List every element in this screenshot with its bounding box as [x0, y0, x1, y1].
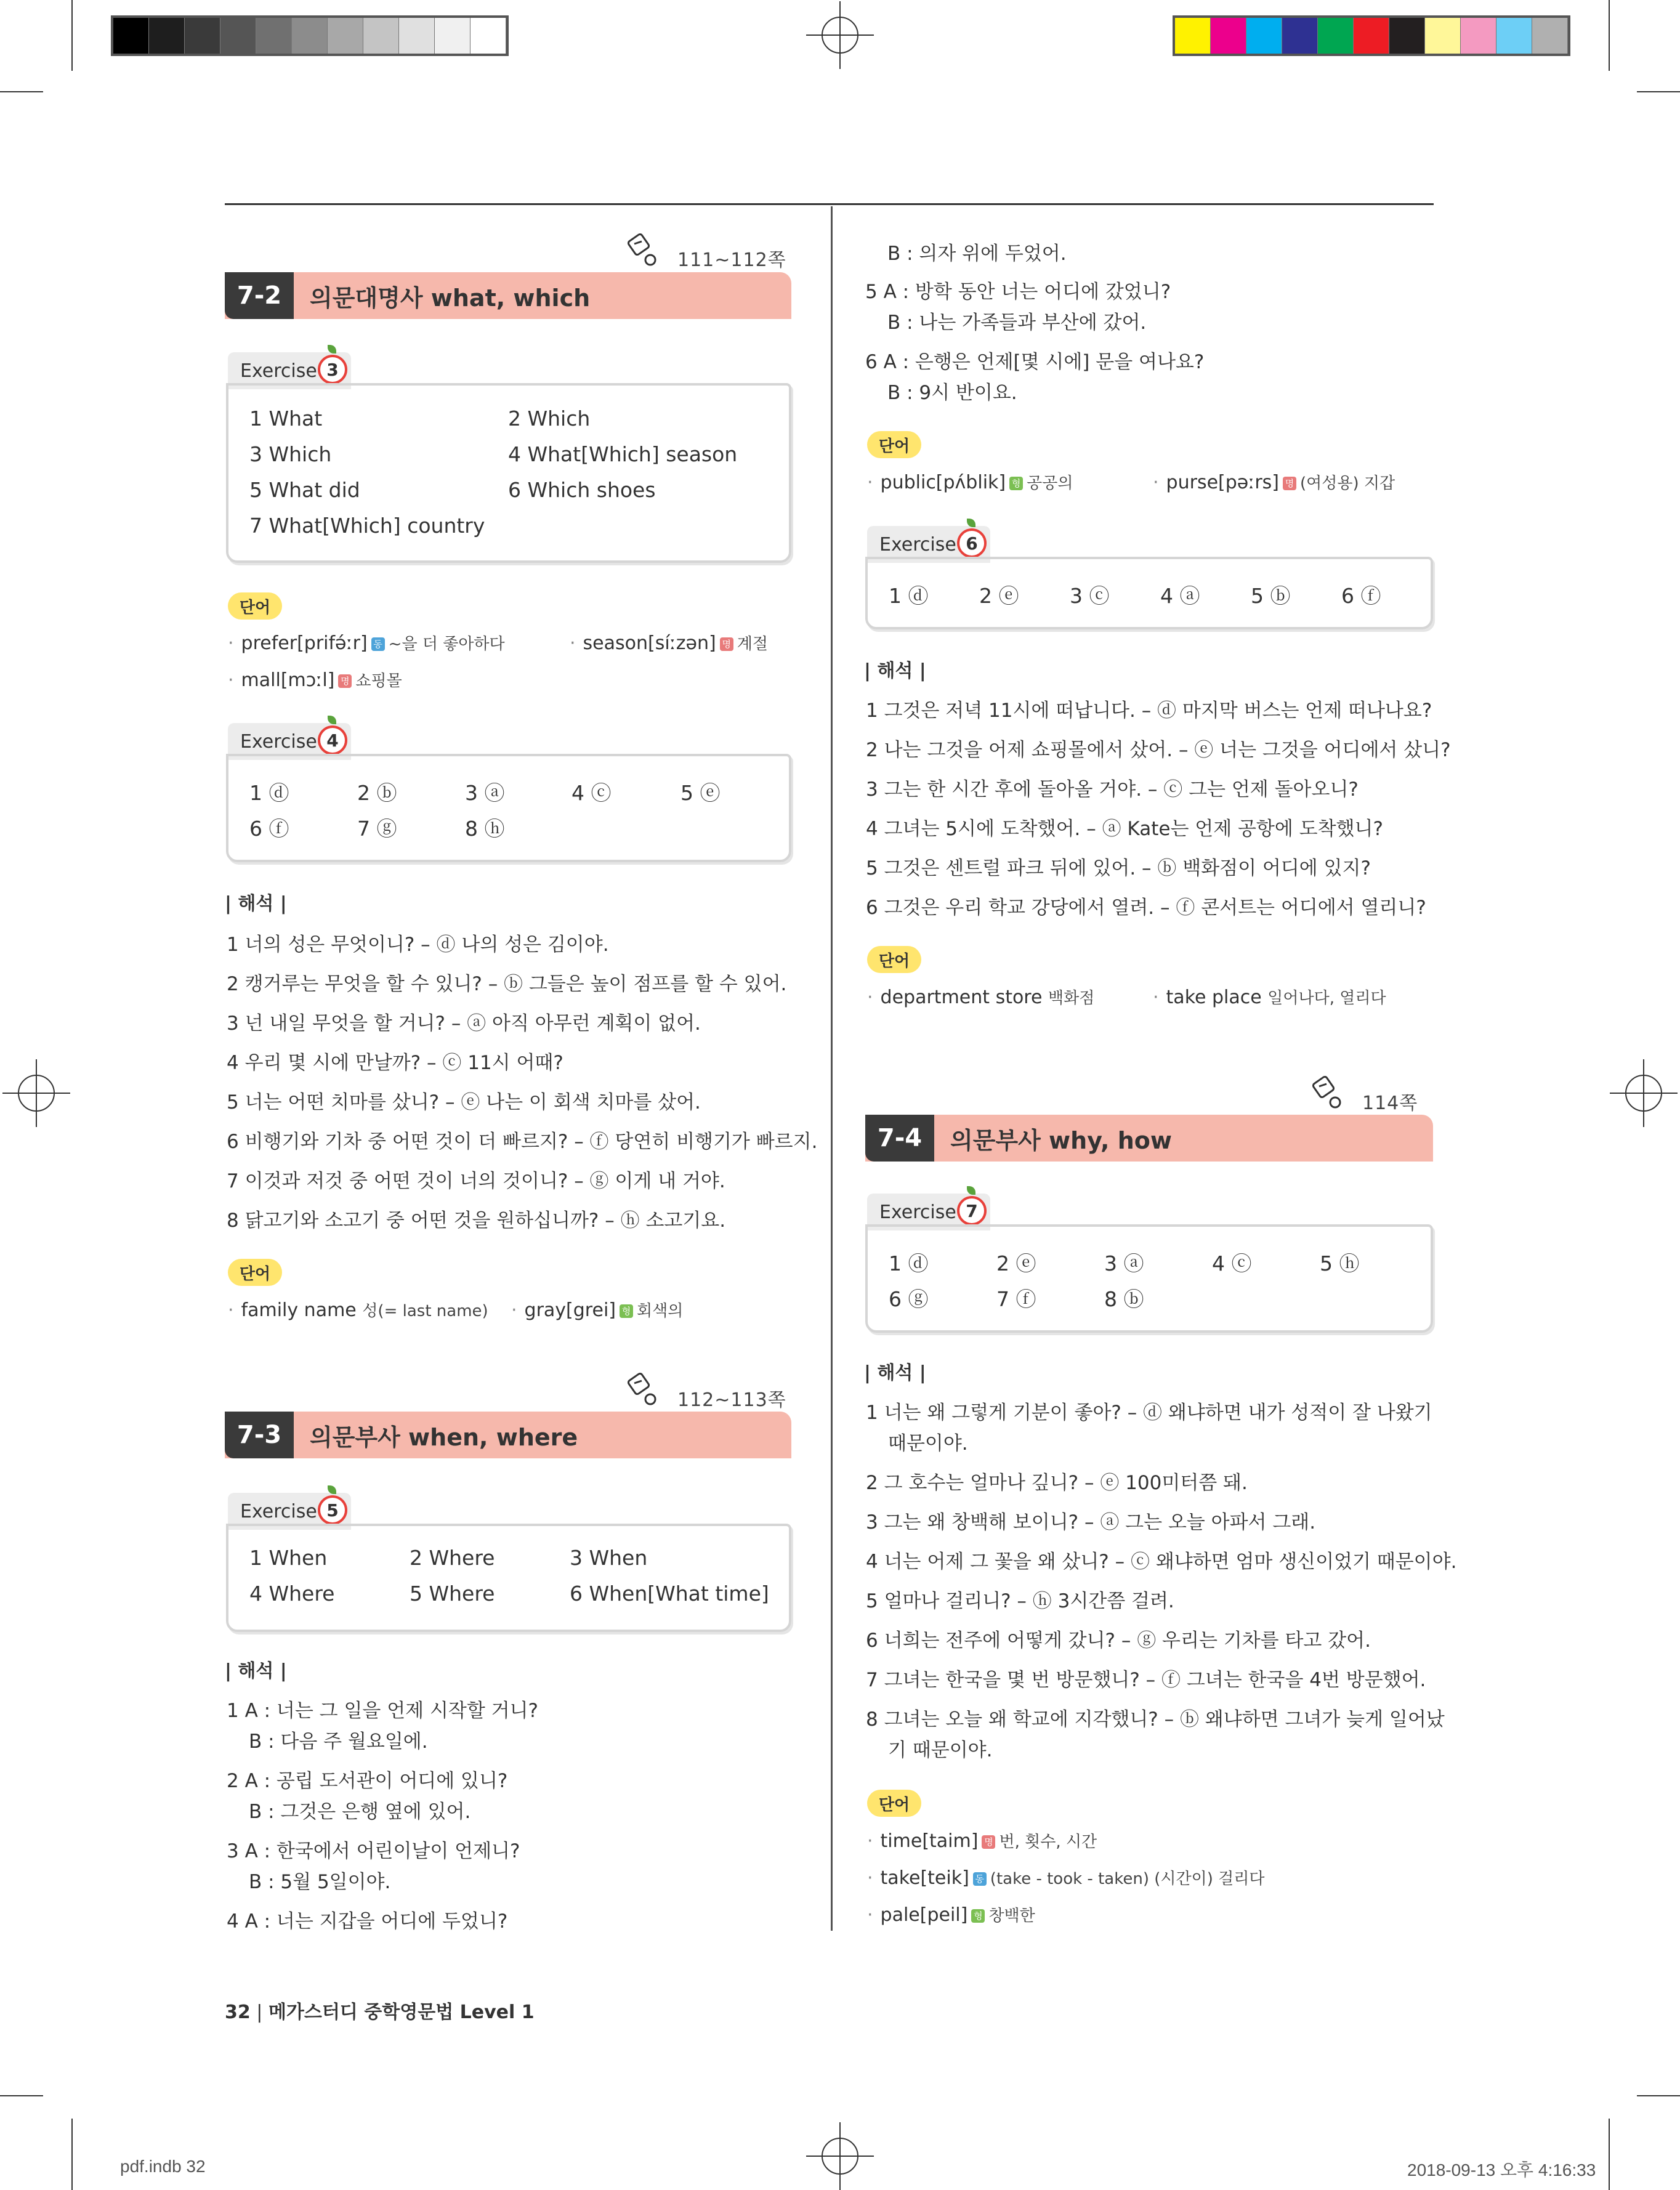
crop-mark	[1637, 2095, 1680, 2096]
answer-item: 5 What did	[249, 478, 360, 502]
exercise-label: Exercise	[228, 1493, 351, 1530]
footer-separator: |	[256, 2002, 263, 2023]
translation-line: 때문이야.	[888, 1432, 968, 1455]
answer-item: 1 ⓓ	[249, 781, 289, 805]
translation-line: 6 A : 은행은 언제[몇 시에] 문을 여나요?	[865, 351, 1205, 373]
answer-item: 7 ⓕ	[996, 1287, 1036, 1311]
top-rule	[225, 203, 1434, 205]
translation-line: 3 그는 한 시간 후에 돌아올 거야. – ⓒ 그는 언제 돌아오니?	[866, 778, 1359, 801]
vocab-tag: 단어	[867, 1790, 921, 1817]
answer-box	[865, 1224, 1433, 1333]
translation-line: B : 9시 반이요.	[887, 382, 1017, 404]
translation-line: B : 의자 위에 두었어.	[887, 243, 1067, 265]
translation-line: 5 얼마나 걸리니? – ⓗ 3시간쯤 걸려.	[866, 1590, 1174, 1612]
answer-item: 5 ⓔ	[680, 781, 721, 805]
answer-item: 4 Where	[249, 1582, 335, 1606]
translation-line: 4 A : 너는 지갑을 어디에 두었니?	[227, 1910, 508, 1933]
translation-line: 1 그것은 저녁 11시에 떠납니다. – ⓓ 마지막 버스는 언제 떠나나요?	[866, 700, 1432, 722]
registration-mark	[806, 1, 874, 69]
vocab-entry: · season[síːzən] 명 계절	[570, 632, 768, 654]
vocab-tag: 단어	[228, 1259, 282, 1286]
translation-heading: | 해석 |	[225, 893, 287, 915]
vocab-tag: 단어	[228, 592, 282, 620]
section-title: 의문부사 when, where	[310, 1423, 578, 1451]
answer-item: 3 ⓒ	[1070, 584, 1110, 608]
answer-item: 5 Where	[410, 1582, 495, 1606]
vocab-entry: · prefer[prifə́ːr] 동 ~을 더 좋아하다	[228, 632, 505, 654]
exercise-label: Exercise	[228, 352, 351, 389]
color-swatches	[1173, 15, 1570, 56]
exercise-number: 6	[957, 528, 987, 558]
page-reference: 111~112쪽	[677, 249, 786, 271]
vocab-tag: 단어	[867, 431, 921, 458]
answer-item: 4 What[Which] season	[508, 442, 738, 466]
vocab-entry: · purse[pəːrs] 명 (여성용) 지갑	[1153, 472, 1395, 493]
translation-line: 5 그것은 센트럴 파크 뒤에 있어. – ⓑ 백화점이 어디에 있지?	[866, 857, 1371, 879]
book-title: 메가스터디 중학영문법 Level 1	[268, 2002, 535, 2023]
answer-item: 1 When	[249, 1546, 328, 1570]
exercise-number: 5	[318, 1495, 347, 1525]
translation-line: B : 5월 5일이야.	[249, 1871, 391, 1893]
translation-line: 4 그녀는 5시에 도착했어. – ⓐ Kate는 언제 공항에 도착했니?	[866, 818, 1383, 840]
translation-line: 기 때문이야.	[888, 1739, 993, 1761]
translation-line: 6 너희는 전주에 어떻게 갔니? – ⓖ 우리는 기차를 타고 갔어.	[866, 1630, 1371, 1652]
answer-item: 6 ⓖ	[889, 1287, 929, 1311]
section-number: 7-4	[865, 1115, 934, 1162]
translation-line: 2 그 호수는 얼마나 깊니? – ⓔ 100미터쯤 돼.	[866, 1472, 1248, 1494]
crop-mark	[1609, 2119, 1610, 2190]
exercise-label: Exercise	[867, 1194, 990, 1230]
answer-item: 3 ⓐ	[465, 781, 505, 805]
translation-line: 7 이것과 저것 중 어떤 것이 너의 것이니? – ⓖ 이게 내 거야.	[227, 1170, 725, 1192]
answer-item: 4 ⓒ	[1212, 1251, 1252, 1275]
vocab-entry: · gray[grei] 형 회색의	[511, 1299, 684, 1321]
page-reference: 114쪽	[1362, 1093, 1418, 1114]
translation-line: 1 너의 성은 무엇이니? – ⓓ 나의 성은 김이야.	[227, 934, 609, 956]
vocab-entry: · mall[mɔːl] 명 쇼핑몰	[228, 669, 402, 691]
translation-line: 6 비행기와 기차 중 어떤 것이 더 빠르지? – ⓕ 당연히 비행기가 빠르지.	[227, 1131, 818, 1153]
answer-item: 1 ⓓ	[889, 584, 929, 608]
crop-mark	[71, 0, 73, 71]
vocab-entry: · take place 일어나다, 열리다	[1153, 987, 1386, 1008]
translation-line: 4 우리 몇 시에 만날까? – ⓒ 11시 어때?	[227, 1052, 563, 1074]
crop-mark	[1637, 91, 1680, 92]
translation-line: 3 A : 한국에서 어린이날이 언제니?	[227, 1840, 520, 1862]
translation-line: 2 A : 공립 도서관이 어디에 있니?	[227, 1770, 508, 1792]
vocab-entry: · department store 백화점	[867, 987, 1095, 1008]
page-number: 32	[225, 2002, 251, 2023]
translation-line: 3 넌 내일 무엇을 할 거니? – ⓐ 아직 아무런 계획이 없어.	[227, 1012, 701, 1035]
answer-item: 2 ⓔ	[979, 584, 1019, 608]
bookmark-icon	[626, 233, 659, 266]
answer-item: 4 ⓐ	[1160, 584, 1200, 608]
vocab-entry: · public[pʌ́blik] 형 공공의	[867, 472, 1073, 493]
answer-item: 6 ⓕ	[1341, 584, 1381, 608]
translation-line: 2 캥거루는 무엇을 할 수 있니? – ⓑ 그들은 높이 점프를 할 수 있어.	[227, 973, 787, 995]
translation-heading: | 해석 |	[864, 1362, 926, 1384]
translation-line: 8 닭고기와 소고기 중 어떤 것을 원하십니까? – ⓗ 소고기요.	[227, 1210, 726, 1232]
bookmark-icon	[1310, 1075, 1344, 1109]
answer-item: 3 Which	[249, 442, 332, 466]
section-heading-7-4	[865, 1115, 1433, 1162]
answer-item: 2 ⓑ	[357, 781, 397, 805]
exercise-number: 7	[957, 1196, 987, 1226]
translation-line: 3 그는 왜 창백해 보이니? – ⓐ 그는 오늘 아파서 그래.	[866, 1511, 1316, 1533]
vocab-entry: · take[teik] 동 (take - took - taken) (시간이) 걸리다	[867, 1867, 1265, 1889]
answer-item: 2 Where	[410, 1546, 495, 1570]
answer-item: 7 What[Which] country	[249, 514, 485, 538]
crop-mark	[0, 2095, 43, 2096]
section-number: 7-2	[225, 272, 294, 319]
exercise-label: Exercise	[228, 723, 351, 760]
vocab-entry: · pale[peil] 형 창백한	[867, 1904, 1035, 1926]
translation-line: B : 그것은 은행 옆에 있어.	[249, 1801, 471, 1823]
vocab-entry: · family name 성(= last name)	[228, 1299, 488, 1321]
section-heading-7-3	[225, 1412, 791, 1458]
translation-line: 7 그녀는 한국을 몇 번 방문했니? – ⓕ 그녀는 한국을 4번 방문했어.	[866, 1669, 1426, 1691]
answer-item: 2 ⓔ	[996, 1251, 1036, 1275]
registration-mark	[1610, 1059, 1678, 1127]
crop-mark	[1609, 0, 1610, 71]
exercise-label: Exercise	[867, 526, 990, 563]
answer-item: 3 ⓐ	[1104, 1251, 1144, 1275]
translation-heading: | 해석 |	[864, 660, 926, 682]
slug-file: pdf.indb 32	[120, 2157, 206, 2176]
answer-item: 1 What	[249, 406, 323, 430]
translation-line: 1 A : 너는 그 일을 언제 시작할 거니?	[227, 1700, 539, 1722]
translation-heading: | 해석 |	[225, 1660, 287, 1682]
exercise-number: 4	[318, 725, 347, 755]
translation-line: 2 나는 그것을 어제 쇼핑몰에서 샀어. – ⓔ 너는 그것을 어디에서 샀니?	[866, 739, 1451, 761]
translation-line: 5 너는 어떤 치마를 샀니? – ⓔ 나는 이 회색 치마를 샀어.	[227, 1091, 701, 1113]
registration-mark	[2, 1059, 70, 1127]
crop-mark	[0, 91, 43, 92]
answer-box	[226, 1524, 791, 1632]
registration-mark	[806, 2122, 874, 2190]
answer-item: 5 ⓗ	[1320, 1251, 1360, 1275]
answer-item: 6 ⓕ	[249, 817, 289, 841]
column-divider	[831, 206, 833, 1931]
answer-item: 8 ⓑ	[1104, 1287, 1144, 1311]
gray-swatches	[111, 15, 509, 56]
section-title: 의문부사 why, how	[950, 1126, 1172, 1154]
slug-date: 2018-09-13 오후 4:16:33	[1407, 2160, 1596, 2180]
crop-mark	[71, 2119, 73, 2190]
translation-line: 4 너는 어제 그 꽃을 왜 샀니? – ⓒ 왜냐하면 엄마 생신이었기 때문이야.	[866, 1551, 1457, 1573]
vocab-tag: 단어	[867, 946, 921, 973]
page-reference: 112~113쪽	[677, 1389, 786, 1411]
answer-item: 6 When[What time]	[570, 1582, 769, 1606]
section-number: 7-3	[225, 1412, 294, 1458]
translation-line: 5 A : 방학 동안 너는 어디에 갔었니?	[865, 281, 1171, 303]
answer-box	[226, 754, 791, 862]
answer-item: 5 ⓑ	[1251, 584, 1291, 608]
answer-item: 6 Which shoes	[508, 478, 656, 502]
bookmark-icon	[626, 1372, 659, 1405]
section-title: 의문대명사 what, which	[310, 284, 591, 312]
translation-line: B : 나는 가족들과 부산에 갔어.	[887, 312, 1147, 334]
page-footer	[225, 1997, 535, 2024]
exercise-number: 3	[318, 355, 347, 384]
answer-item: 3 When	[570, 1546, 648, 1570]
translation-line: 8 그녀는 오늘 왜 학교에 지각했니? – ⓑ 왜냐하면 그녀가 늦게 일어났	[866, 1708, 1445, 1731]
answer-item: 4 ⓒ	[571, 781, 612, 805]
translation-line: B : 다음 주 월요일에.	[249, 1731, 428, 1753]
answer-item: 1 ⓓ	[889, 1251, 929, 1275]
vocab-entry: · time[taim] 명 번, 횟수, 시간	[867, 1830, 1097, 1852]
answer-item: 2 Which	[508, 406, 591, 430]
answer-item: 8 ⓗ	[465, 817, 505, 841]
section-heading-7-2	[225, 272, 791, 319]
translation-line: 1 너는 왜 그렇게 기분이 좋아? – ⓓ 왜냐하면 내가 성적이 잘 나왔기	[866, 1402, 1432, 1424]
answer-item: 7 ⓖ	[357, 817, 397, 841]
translation-line: 6 그것은 우리 학교 강당에서 열려. – ⓕ 콘서트는 어디에서 열리니?	[866, 897, 1426, 919]
